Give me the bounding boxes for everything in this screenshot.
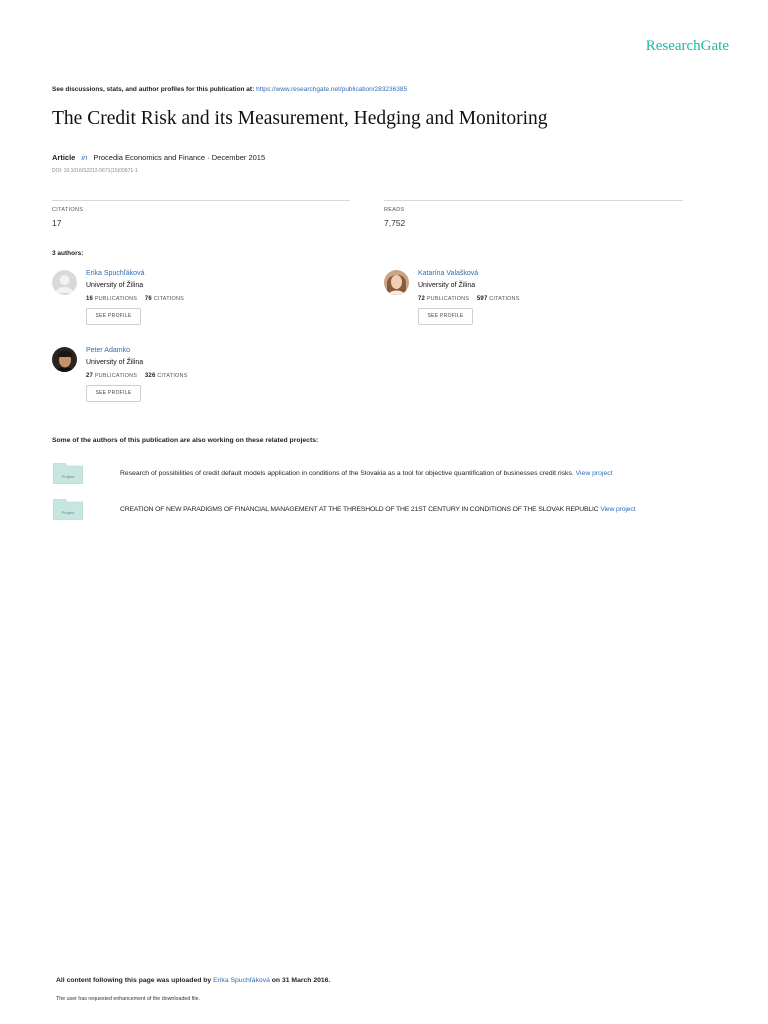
citations-label: CITATIONS xyxy=(489,296,520,302)
author-card xyxy=(52,347,352,417)
in-word: in xyxy=(81,153,88,162)
project-title: CREATION OF NEW PARADIGMS OF FINANCIAL MANAGEMENT AT THE THRESHOLD OF THE 21ST CENTURY IN CONDITIONS OF THE SLOVAK REPUBLIC xyxy=(120,506,599,513)
author-photo-icon[interactable] xyxy=(52,347,77,372)
reads-divider xyxy=(384,200,683,201)
uploaded-date: on 31 March 2016. xyxy=(271,977,331,984)
project-folder-icon[interactable] xyxy=(53,499,83,519)
publications-label: PUBLICATIONS xyxy=(426,296,470,302)
page-title: The Credit Risk and its Measurement, Hedging and Monitoring xyxy=(52,108,548,129)
venue-date[interactable]: Procedia Economics and Finance · December 2015 xyxy=(93,153,266,162)
reads-count: 7,752 xyxy=(384,218,406,228)
citation-count: 76 xyxy=(144,296,152,302)
project-title: Research of possibilities of credit default models application in conditions of the Slovakia as a tool for objective quantification of businesses credit risks. xyxy=(120,470,574,477)
view-project-link[interactable]: View project xyxy=(600,506,636,513)
publication-url-link[interactable]: https://www.researchgate.net/publication/283236385 xyxy=(256,86,408,93)
author-stats xyxy=(418,296,520,302)
publication-count: 16 xyxy=(86,296,94,302)
project-icon-label: Project xyxy=(61,510,75,515)
view-project-link[interactable]: View project xyxy=(575,470,613,477)
researchgate-logo[interactable]: ResearchGate xyxy=(645,38,729,54)
citation-count: 326 xyxy=(144,373,156,379)
doi: DOI: 10.1016/S2212-5671(15)00671-1 xyxy=(52,168,138,174)
citations-label: CITATIONS xyxy=(153,296,185,302)
publication-meta xyxy=(52,153,265,162)
author-institution: University of Žilina xyxy=(418,282,476,289)
author-card xyxy=(384,270,684,340)
author-institution: University of Žilina xyxy=(86,282,144,289)
see-profile-button[interactable]: SEE PROFILE xyxy=(86,385,141,402)
uploader-link[interactable]: Erika Spuchľáková xyxy=(213,977,270,984)
author-stats xyxy=(86,296,184,302)
citations-count: 17 xyxy=(52,218,62,228)
see-profile-button[interactable]: SEE PROFILE xyxy=(86,308,141,325)
author-institution: University of Žilina xyxy=(86,359,144,366)
project-icon-label: Project xyxy=(61,474,75,479)
citation-count: 597 xyxy=(476,296,488,302)
author-name[interactable]: Katarína Valašková xyxy=(418,270,479,277)
publication-count: 27 xyxy=(86,373,94,379)
reads-label: READS xyxy=(384,207,405,213)
related-projects-heading: Some of the authors of this publication are also working on these related projects: xyxy=(52,437,319,444)
article-type: Article xyxy=(52,153,76,162)
author-stats xyxy=(86,373,188,379)
uploaded-by-line xyxy=(56,977,330,984)
enhancement-note: The user has requested enhancement of the downloaded file. xyxy=(56,996,200,1002)
see-discussions-line xyxy=(52,86,407,93)
authors-heading: 3 authors: xyxy=(52,250,84,257)
citations-label: CITATIONS xyxy=(52,207,84,213)
publications-label: PUBLICATIONS xyxy=(94,373,138,379)
author-name[interactable]: Erika Spuchľáková xyxy=(86,270,145,277)
see-discussions-text: See discussions, stats, and author profiles for this publication at: xyxy=(52,86,255,93)
publications-label: PUBLICATIONS xyxy=(94,296,138,302)
author-card xyxy=(52,270,352,340)
citations-divider xyxy=(52,200,350,201)
project-item xyxy=(120,506,635,513)
project-folder-icon[interactable] xyxy=(53,463,83,483)
see-profile-button[interactable]: SEE PROFILE xyxy=(418,308,473,325)
user-silhouette-icon[interactable] xyxy=(52,270,77,295)
author-name[interactable]: Peter Adamko xyxy=(86,347,130,354)
author-photo-icon[interactable] xyxy=(384,270,409,295)
citations-label: CITATIONS xyxy=(157,373,188,379)
uploaded-prefix: All content following this page was uploaded by xyxy=(56,977,212,984)
publication-count: 72 xyxy=(418,296,426,302)
project-item xyxy=(120,470,613,477)
